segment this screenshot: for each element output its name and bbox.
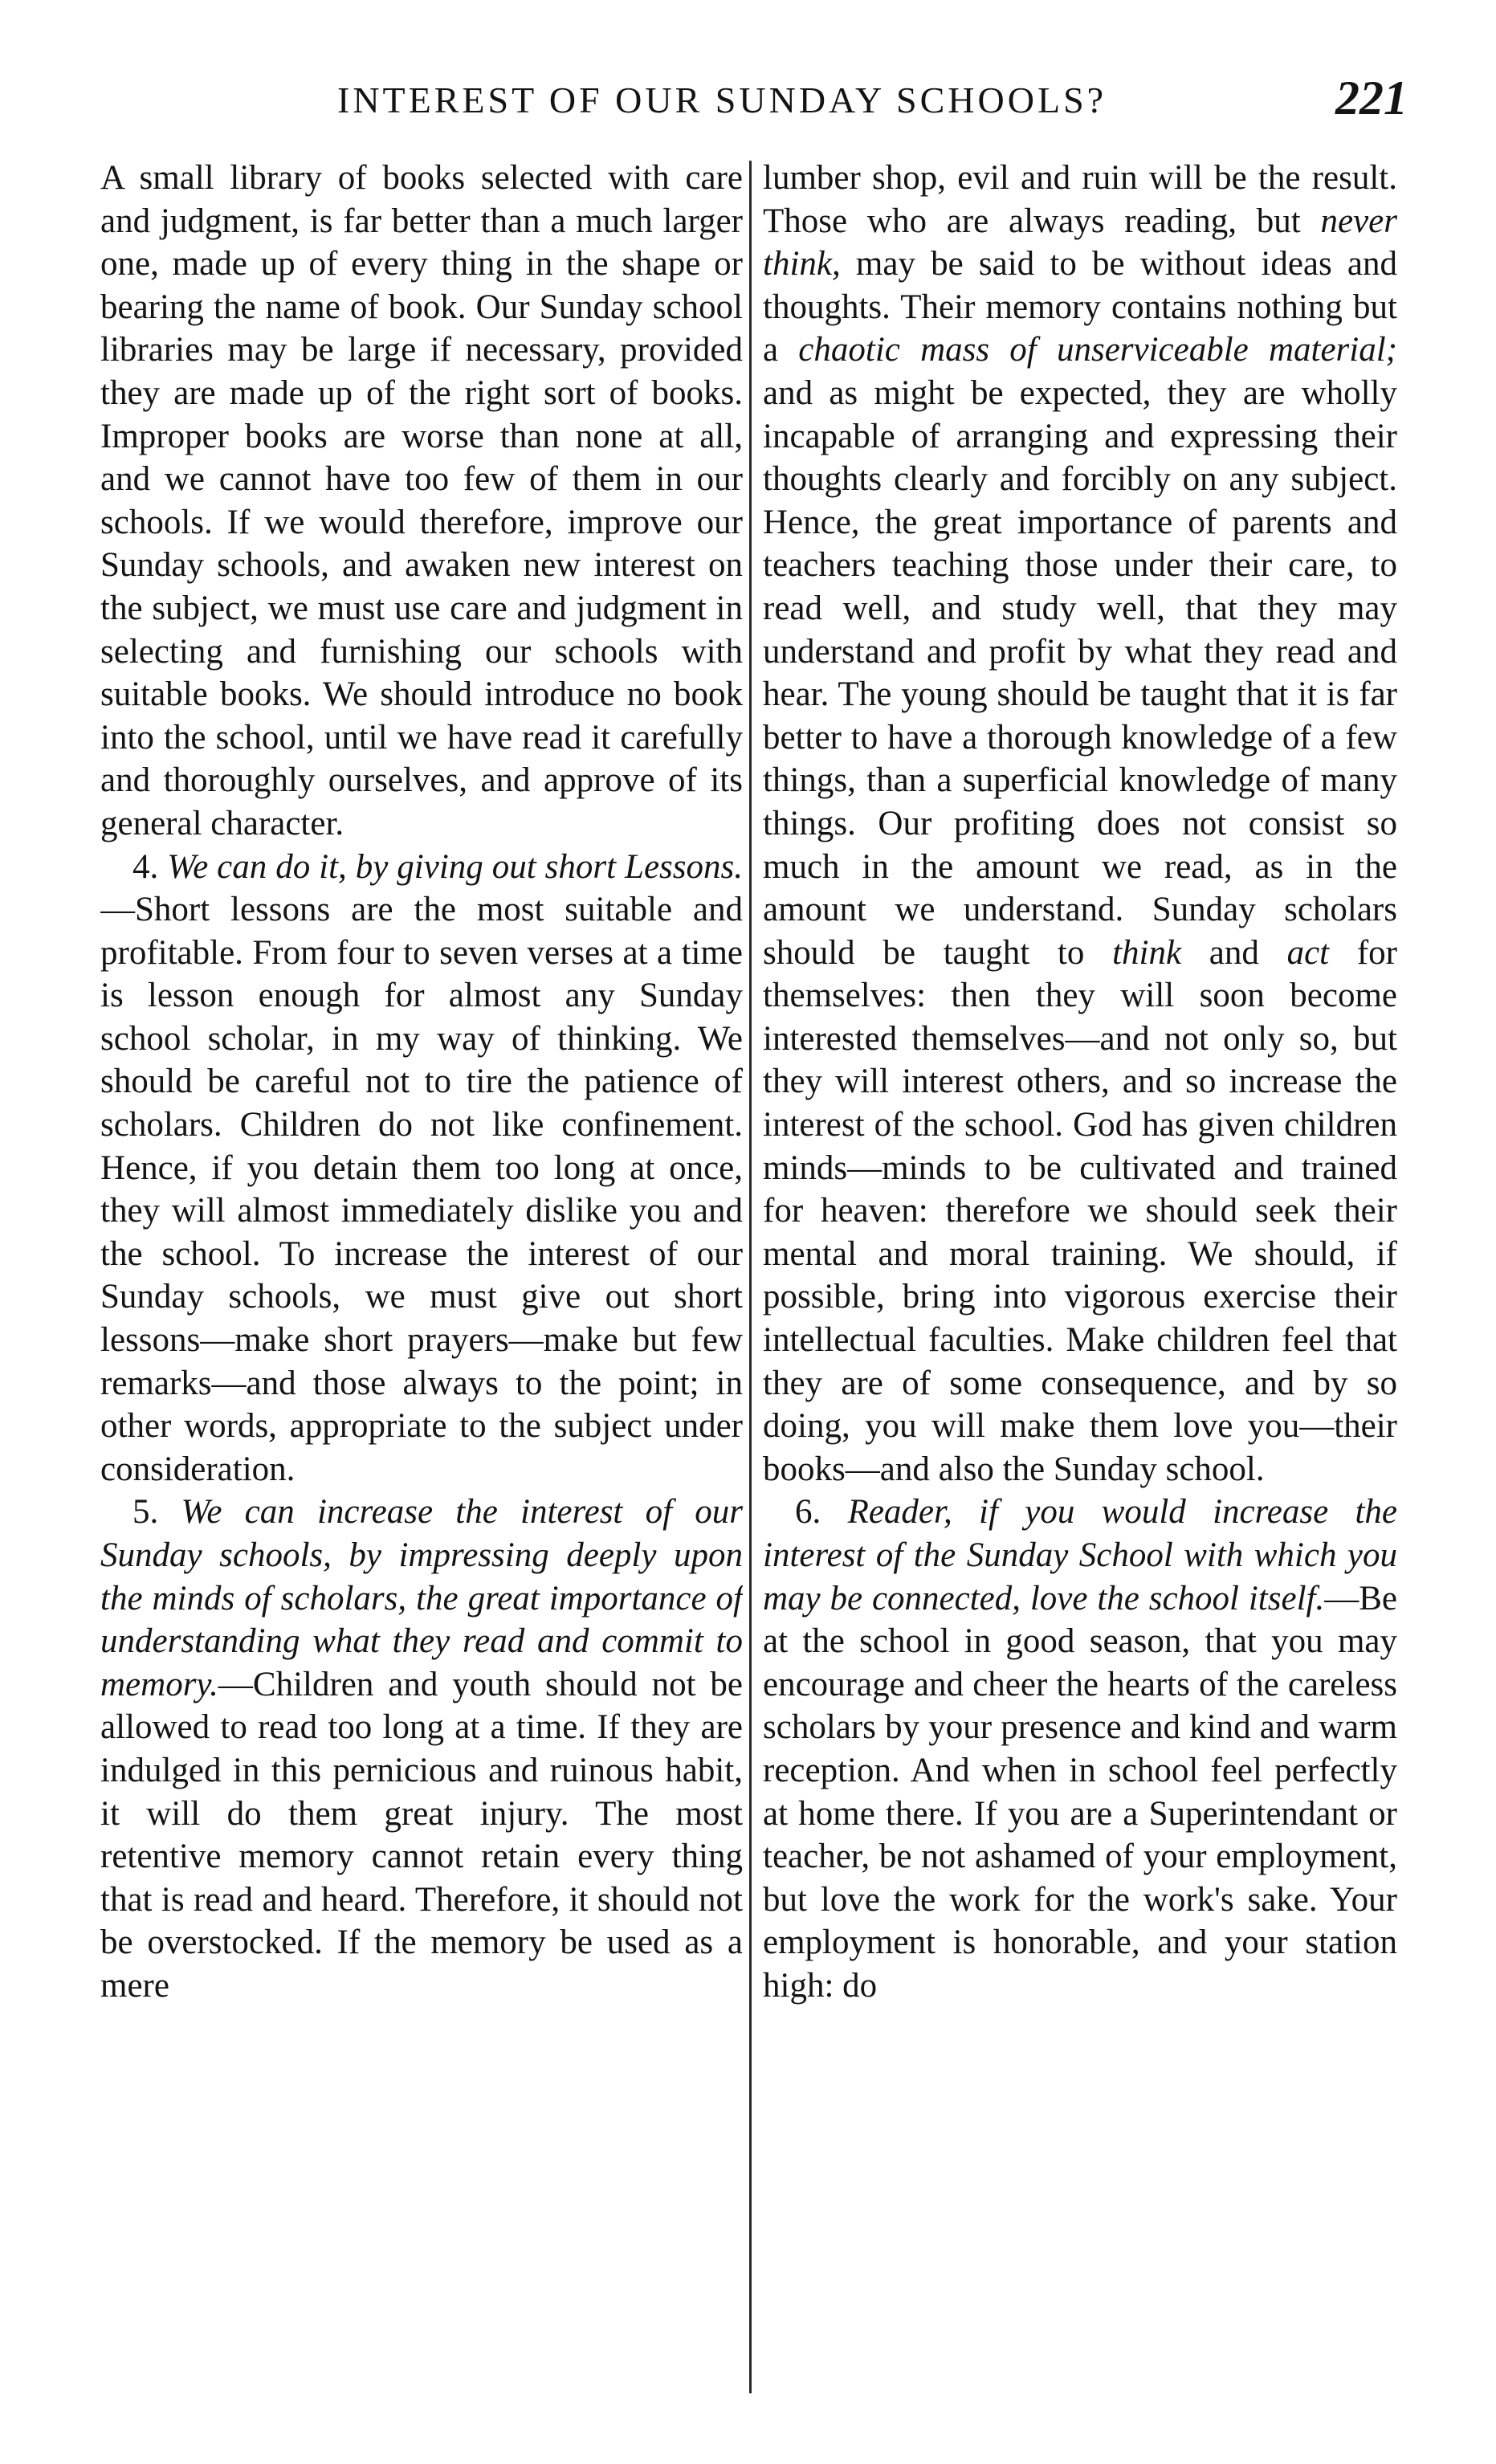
paragraph-text: may be said to be without ideas and thoughts. Their memory contains nothing but a — [763, 245, 1397, 369]
paragraph-text: —Be at the school in good season, that you may encourage and cheer the hearts of the careless scholars by your presence and kind and warm reception. And when in school feel perfectly at home there. If you are a Superintendant or teacher, be not ashamed of your employment, but love the work for the work's sake. Your employment is honorable, and your station high: do — [763, 1579, 1397, 2005]
paragraph-point-4 — [100, 846, 743, 1491]
column-divider — [749, 161, 752, 2393]
paragraph-text: and as might be expected, they are wholly incapable of arranging and expressing their thoughts clearly and forcibly on any subject. Hence, the great importance of parents and teachers teaching those under their care, to read well, and study well, that they may understand and profit by what they read and hear. The young should be taught that it is far better to have a thorough knowledge of a few things, than a superficial knowledge of many things. Our profiting does not consist so much in the amount we read, as in the amount we understand. Sunday scholars should be taught to — [763, 373, 1397, 972]
emphasis-text: never think, — [763, 202, 1397, 284]
point-heading: Reader, if you would increase the interest of the Sunday School with which you may be connected, love the school itself. — [763, 1493, 1397, 1618]
point-number: 6. — [795, 1493, 821, 1532]
paragraph-text: —Children and youth should not be allowed to read too long at a time. If they are indulged in this pernicious and ruinous habit, it will do them great injury. The most retentive memory cannot retain every thing that is read and heard. Therefore, it should not be overstocked. If the memory be used as a mere — [100, 1665, 743, 2005]
left-column — [100, 157, 743, 2405]
running-head: INTEREST OF OUR SUNDAY SCHOOLS? — [337, 80, 1107, 120]
page-header — [337, 71, 1408, 135]
emphasis-text: chaotic mass of unserviceable material; — [798, 331, 1397, 369]
paragraph-text: and — [1181, 933, 1287, 972]
point-number: 5. — [132, 1493, 159, 1532]
paragraph-library — [100, 157, 743, 846]
paragraph-point-6 — [763, 1491, 1397, 2007]
point-heading: We can increase the interest of our Sunday schools, by impressing deeply upon the minds of scholars, the great importance of understanding what they read and commit to memory. — [100, 1493, 743, 1703]
paragraph-text: —Short lessons are the most suitable and profitable. From four to seven verses at a time is lesson enough for almost any Sunday school scholar, in my way of thinking. We should be careful not to tire the patience of scholars. Children do not like confinement. Hence, if you detain them too long at once, they will almost immediately dislike you and the school. To increase the interest of our Sunday schools, we must give out short lessons—make short prayers—make but few remarks—and those always to the point; in other words, appropriate to the subject under consideration. — [100, 891, 743, 1488]
emphasis-text: think — [1112, 933, 1182, 972]
emphasis-text: act — [1286, 933, 1330, 972]
point-number: 4. — [132, 847, 159, 886]
page-number: 221 — [1335, 71, 1408, 124]
paragraph-text: A small library of books selected with care and judgment, is far better than a much larger one, made up of every thing in the shape or bearing the name of book. Our Sunday school libraries may be large if necessary, provided they are made up of the right sort of books. Improper books are worse than none at all, and we cannot have too few of them in our schools. If we would therefore, improve our Sunday schools, and awaken new interest on the subject, we must use care and judgment in selecting and furnishing our schools with suitable books. We should introduce no book into the school, until we have read it carefully and thoroughly ourselves, and approve of its general character. — [100, 159, 743, 842]
paragraph-text: lumber shop, evil and ruin will be the result. Those who are always reading, but — [763, 159, 1397, 240]
point-heading: We can do it, by giving out short Lessons. — [167, 847, 743, 886]
right-column — [763, 157, 1397, 2405]
paragraph-continued — [763, 157, 1397, 1491]
paragraph-text: for themselves: then they will soon become interested themselves—and not only so, but they will interest others, and so increase the interest of the school. God has given children minds—minds to be cultivated and trained for heaven: therefore we should seek their mental and moral training. We should, if possible, bring into vigorous exercise their intellectual faculties. Make children feel that they are of some consequence, and by so doing, you will make them love you—their books—and also the Sunday school. — [763, 933, 1397, 1488]
paragraph-point-5 — [100, 1491, 743, 2007]
